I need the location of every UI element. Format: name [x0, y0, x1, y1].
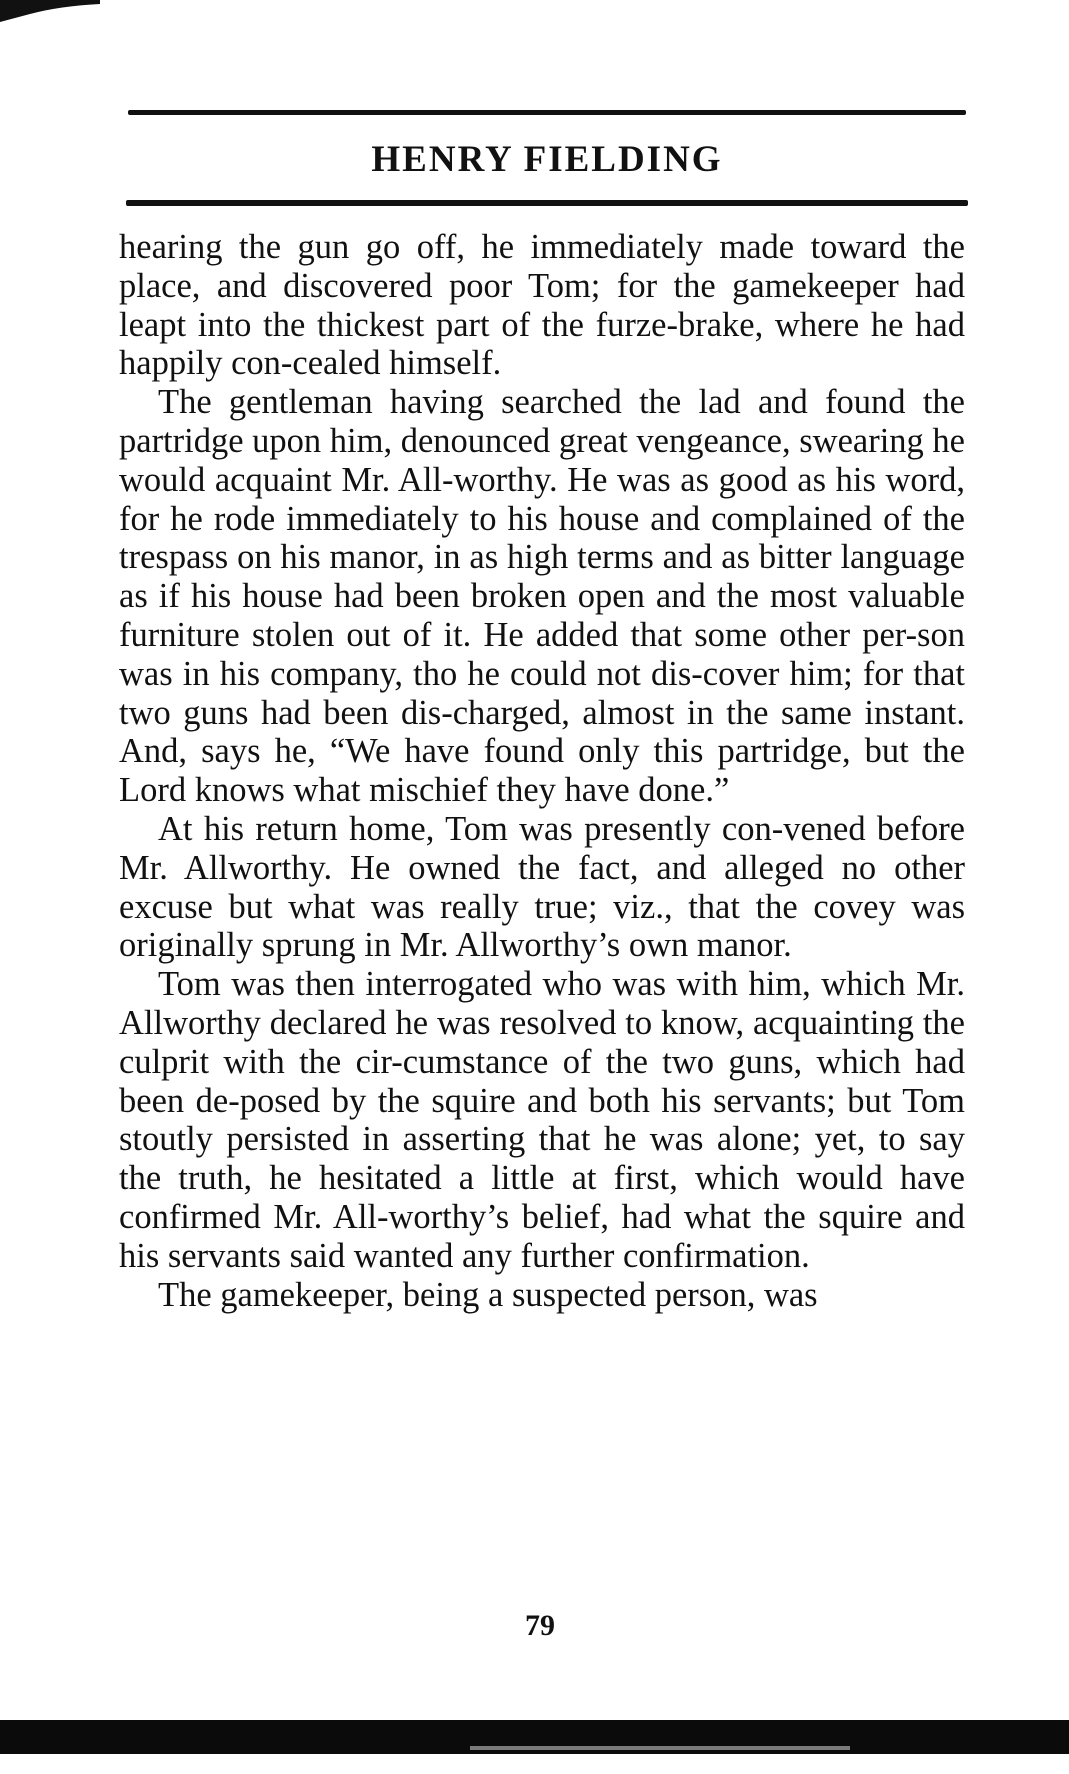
running-head: HENRY FIELDING	[371, 139, 723, 180]
scan-bottom-edge	[0, 1720, 1069, 1754]
paragraph: The gentleman having searched the lad and found the partridge upon him, denounced great vengeance, swearing he would acquaint Mr. All-worthy. He was as good as his word, for he rode immediately to his house and complained of the trespass on his manor, in as high terms and as bitter language as if his house had been broken open and the most valuable furniture stolen out of it. He added that some other per-son was in his company, tho he could not dis-cover him; for that two guns had been dis-charged, almost in the same instant. And, says he, “We have found only this partridge, but the Lord knows what mischief they have done.”	[119, 383, 965, 810]
header-rule-bottom	[126, 200, 968, 206]
body-text	[119, 228, 965, 1314]
scan-corner-mark	[0, 0, 100, 22]
paragraph: At his return home, Tom was presently con-vened before Mr. Allworthy. He owned the fact, and alleged no other excuse but what was really true; viz., that the covey was originally sprung in Mr. Allworthy’s own manor.	[119, 809, 965, 965]
paragraph-continued: hearing the gun go off, he immediately made toward the place, and discovered poor Tom; for the gamekeeper had leapt into the thickest part of the furze-brake, where he had happily con-cealed himself.	[119, 228, 965, 383]
header-rule-top	[128, 110, 966, 115]
paragraph: Tom was then interrogated who was with him, which Mr. Allworthy declared he was resolved to know, acquainting the culprit with the cir-cumstance of the two guns, which had been de-posed by the squire and both his servants; but Tom stoutly persisted in asserting that he was alone; yet, to say the truth, he hesitated a little at first, which would have confirmed Mr. All-worthy’s belief, had what the squire and his servants said wanted any further confirmation.	[119, 965, 965, 1275]
paragraph: The gamekeeper, being a suspected person, was	[158, 1275, 818, 1314]
page-number: 79	[525, 1609, 555, 1642]
